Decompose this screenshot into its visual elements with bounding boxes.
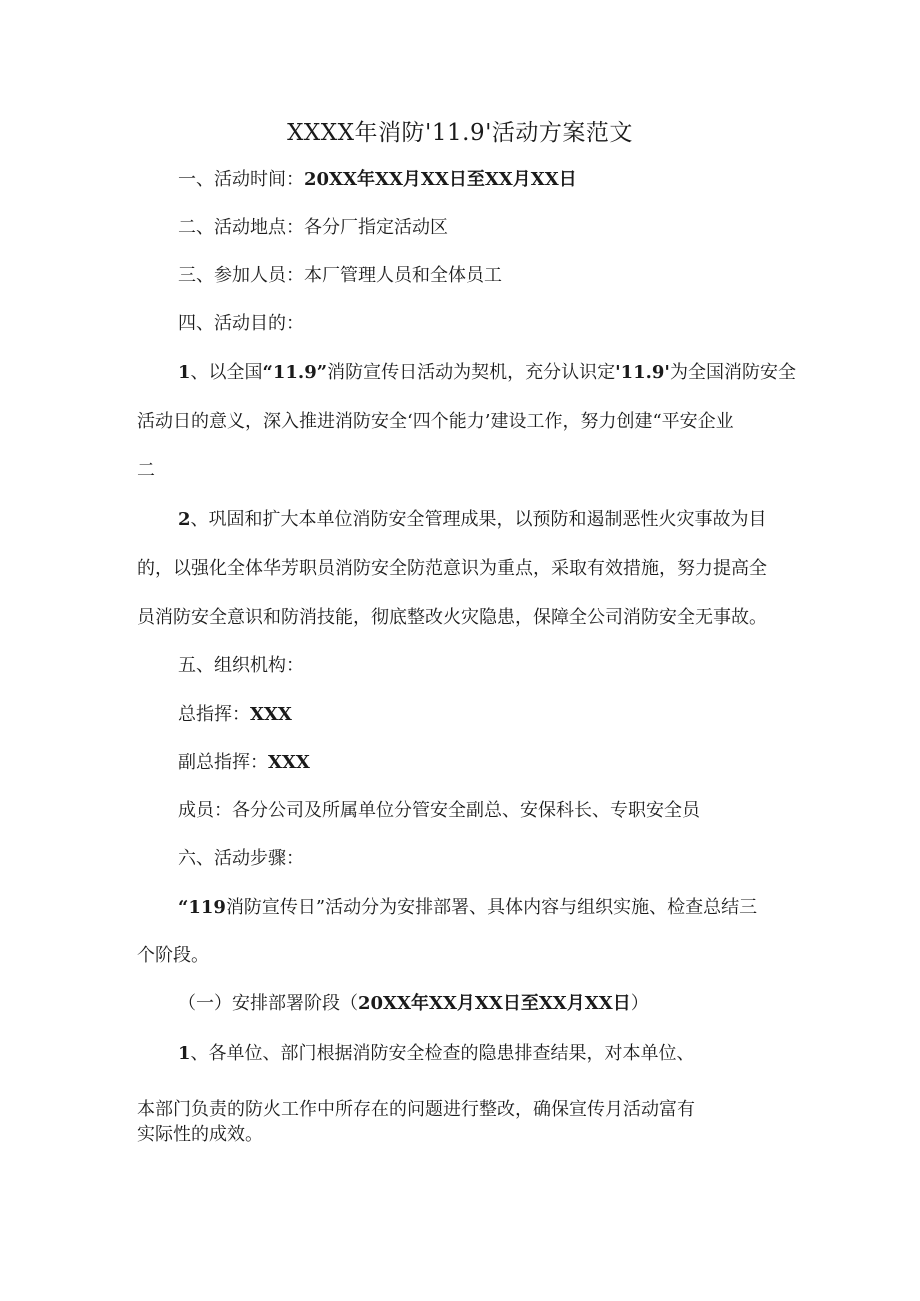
activity-time (178, 168, 577, 192)
participants: 三、参加人员：本厂管理人员和全体员工 (178, 265, 502, 286)
deputy-commander-value: XXX (268, 752, 310, 773)
phase-1-item-1-line-3: 实际性的成效。 (137, 1124, 263, 1145)
steps-intro (178, 896, 757, 920)
phase-1-item-1 (178, 1042, 695, 1066)
deputy-commander-label: 副总指挥： (178, 752, 268, 773)
members: 成员：各分公司及所属单位分管安全副总、安保科长、专职安全员 (178, 800, 700, 821)
deputy-commander (178, 751, 310, 775)
document-title: XXXX年消防'11.9'活动方案范文 (287, 120, 633, 146)
phase-1-label: （一）安排部署阶段（ (178, 993, 358, 1014)
purpose-item-2-line-2: 的，以强化全体华芳职员消防安全防范意识为重点，采取有效措施，努力提高全 (137, 558, 767, 579)
org-heading: 五、组织机构： (178, 655, 304, 676)
commander-label: 总指挥： (178, 704, 250, 725)
activity-time-value: 20XX年XX月XX日至XX月XX日 (304, 169, 577, 190)
commander (178, 703, 292, 727)
purpose-item-1 (178, 361, 796, 385)
activity-place: 二、活动地点：各分厂指定活动区 (178, 217, 448, 238)
purpose-item-2-number: 2 (178, 509, 191, 530)
purpose-item-1-number: 1 (178, 362, 191, 383)
purpose-item-2 (178, 508, 767, 532)
purpose-item-1-line-2: 活动日的意义，深入推进消防安全‘四个能力’建设工作，努力创建“平安企业 (137, 411, 734, 432)
phase-1-item-1-line-2: 本部门负责的防火工作中所存在的问题进行整改，确保宣传月活动富有 (137, 1099, 695, 1120)
purpose-item-1-line-3: 二 (137, 460, 155, 481)
purpose-item-2-text-a: 、巩固和扩大本单位消防安全管理成果，以预防和遏制恶性火灾事故为目 (190, 509, 767, 530)
steps-intro-line-2: 个阶段。 (137, 945, 209, 966)
phase-1-item-1-number: 1 (178, 1043, 191, 1064)
steps-intro-bold: “119 (178, 897, 226, 918)
phase-1-dates: 20XX年XX月XX日至XX月XX日 (358, 993, 631, 1014)
activity-time-label: 一、活动时间： (178, 169, 304, 190)
purpose-item-1-text-a: 、以全国 (190, 362, 263, 383)
commander-value: XXX (250, 704, 292, 725)
purpose-item-1-text-c: 消防宣传日活动为契机，充分认识定 (327, 362, 616, 383)
steps-heading: 六、活动步骤： (178, 848, 304, 869)
purpose-item-1-bold-d: '11.9' (615, 362, 670, 383)
purpose-item-2-line-3: 员消防安全意识和防消技能，彻底整改火灾隐患，保障全公司消防安全无事故。 (137, 607, 767, 628)
phase-1-close: ） (630, 993, 649, 1014)
phase-1-item-1-text: 、各单位、部门根据消防安全检查的隐患排查结果，对本单位、 (190, 1043, 695, 1064)
purpose-heading: 四、活动目的： (178, 313, 304, 334)
steps-intro-text: 消防宣传日”活动分为安排部署、具体内容与组织实施、检查总结三 (225, 897, 758, 918)
purpose-item-1-bold-b: “11.9” (262, 362, 328, 383)
purpose-item-1-text-e: 为全国消防安全 (669, 362, 796, 383)
phase-1-heading (178, 992, 649, 1016)
